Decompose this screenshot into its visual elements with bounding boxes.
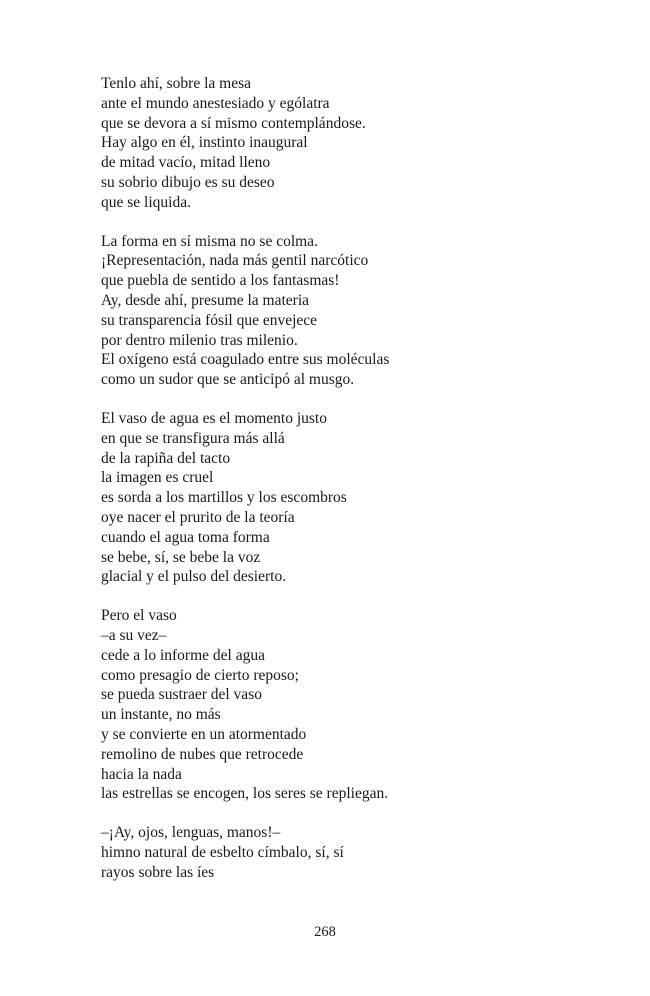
poem-line: que puebla de sentido a los fantasmas!: [101, 272, 340, 290]
poem-line: rayos sobre las íes: [101, 863, 215, 881]
stanza: [101, 823, 601, 882]
page-number: 268: [314, 924, 336, 940]
poem-line: las estrellas se encogen, los seres se repliegan.: [101, 785, 389, 803]
poem-line: su transparencia fósil que envejece: [101, 311, 318, 329]
poem-line: El oxígeno está coagulado entre sus moléculas: [101, 351, 390, 369]
poem-line: cuando el agua toma forma: [101, 528, 270, 546]
poem-line: ¡Representación, nada más gentil narcótico: [101, 252, 369, 270]
poem-line: se pueda sustraer del vaso: [101, 686, 262, 704]
stanza: [101, 74, 601, 213]
poem-line: de mitad vacío, mitad lleno: [101, 154, 271, 172]
poem-line: glacial y el pulso del desierto.: [101, 568, 287, 586]
poem-line: Pero el vaso: [101, 607, 177, 625]
stanza: [101, 232, 601, 390]
poem-line: como presagio de cierto reposo;: [101, 666, 299, 684]
poem-line: himno natural de esbelto címbalo, sí, sí: [101, 843, 344, 861]
stanza: [101, 409, 601, 587]
poem-line: por dentro milenio tras milenio.: [101, 331, 298, 349]
poem-line: oye nacer el prurito de la teoría: [101, 508, 295, 526]
poem-line: la imagen es cruel: [101, 469, 214, 487]
poem-line: y se convierte en un atormentado: [101, 725, 307, 743]
poem-line: hacia la nada: [101, 765, 182, 783]
poem-line: es sorda a los martillos y los escombros: [101, 489, 347, 507]
poem-body: [101, 74, 601, 901]
poem-line: ante el mundo anestesiado y ególatra: [101, 94, 330, 112]
poem-line: cede a lo informe del agua: [101, 646, 265, 664]
stanza: [101, 606, 601, 804]
poem-line: remolino de nubes que retrocede: [101, 745, 304, 763]
poem-line: en que se transfigura más allá: [101, 429, 285, 447]
poem-line: El vaso de agua es el momento justo: [101, 409, 327, 427]
poem-line: un instante, no más: [101, 706, 221, 724]
poem-line: La forma en sí misma no se colma.: [101, 232, 318, 250]
poem-line: de la rapiña del tacto: [101, 449, 231, 467]
poem-line: Hay algo en él, instinto inaugural: [101, 134, 308, 152]
poem-line: como un sudor que se anticipó al musgo.: [101, 371, 355, 389]
poem-line: que se liquida.: [101, 193, 191, 211]
poem-line: Tenlo ahí, sobre la mesa: [101, 75, 251, 92]
poem-line: que se devora a sí mismo contemplándose.: [101, 114, 366, 132]
poem-line: su sobrio dibujo es su deseo: [101, 173, 275, 191]
poem-line: –¡Ay, ojos, lenguas, manos!–: [101, 824, 281, 842]
poem-line: Ay, desde ahí, presume la materia: [101, 291, 310, 309]
poem-line: –a su vez–: [101, 626, 167, 644]
poem-line: se bebe, sí, se bebe la voz: [101, 548, 261, 566]
